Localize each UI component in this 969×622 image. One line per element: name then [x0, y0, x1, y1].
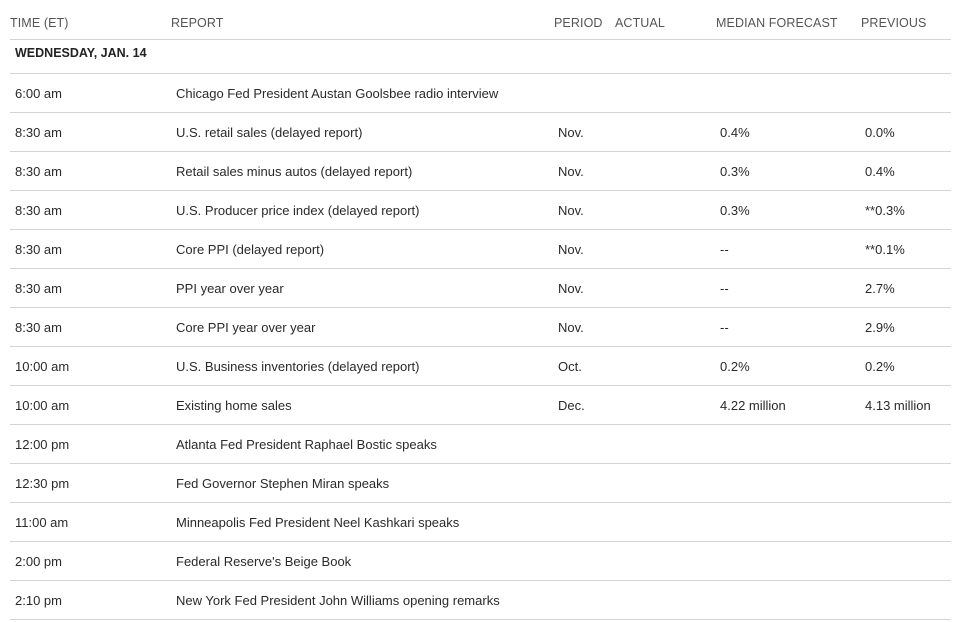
cell-report: Atlanta Fed President Raphael Bostic speaks — [176, 437, 437, 452]
cell-report: U.S. Producer price index (delayed report) — [176, 203, 420, 218]
cell-report: New York Fed President John Williams opening remarks — [176, 593, 500, 608]
cell-period: Nov. — [558, 125, 584, 140]
cell-median-forecast: 0.3% — [720, 203, 750, 218]
cell-time: 10:00 am — [15, 398, 70, 413]
cell-previous: **0.1% — [865, 242, 905, 257]
date-group-row — [10, 40, 951, 74]
cell-report: Core PPI (delayed report) — [176, 242, 325, 257]
table-row — [10, 386, 951, 425]
cell-period: Nov. — [558, 320, 584, 335]
cell-median-forecast: 0.4% — [720, 125, 750, 140]
table-row — [10, 230, 951, 269]
table-row — [10, 308, 951, 347]
cell-report: Chicago Fed President Austan Goolsbee radio interview — [176, 86, 499, 101]
cell-period: Nov. — [558, 164, 584, 179]
cell-time: 12:00 pm — [15, 437, 70, 452]
cell-median-forecast: 0.2% — [720, 359, 750, 374]
header-report: REPORT — [171, 16, 224, 30]
cell-report: Federal Reserve's Beige Book — [176, 554, 352, 569]
cell-previous: 0.2% — [865, 359, 895, 374]
header-period: PERIOD — [554, 16, 603, 30]
cell-report: Retail sales minus autos (delayed report) — [176, 164, 413, 179]
cell-previous: 0.0% — [865, 125, 895, 140]
table-row — [10, 191, 951, 230]
table-row — [10, 503, 951, 542]
cell-report: U.S. retail sales (delayed report) — [176, 125, 363, 140]
header-time: TIME (ET) — [10, 16, 69, 30]
cell-time: 6:00 am — [15, 86, 62, 101]
economic-calendar-table — [10, 6, 951, 620]
table-row — [10, 74, 951, 113]
cell-time: 2:00 pm — [15, 554, 62, 569]
cell-time: 8:30 am — [15, 125, 62, 140]
cell-report: Fed Governor Stephen Miran speaks — [176, 476, 390, 491]
table-header — [10, 6, 951, 40]
cell-period: Oct. — [558, 359, 582, 374]
table-body — [10, 74, 951, 620]
cell-time: 10:00 am — [15, 359, 70, 374]
table-row — [10, 425, 951, 464]
header-previous: PREVIOUS — [861, 16, 927, 30]
table-row — [10, 152, 951, 191]
cell-previous: 4.13 million — [865, 398, 931, 413]
table-row — [10, 542, 951, 581]
cell-report: PPI year over year — [176, 281, 284, 296]
cell-previous: **0.3% — [865, 203, 905, 218]
header-actual: ACTUAL — [615, 16, 665, 30]
table-row — [10, 269, 951, 308]
cell-median-forecast: -- — [720, 320, 729, 335]
header-median-forecast: MEDIAN FORECAST — [716, 16, 838, 30]
cell-median-forecast: -- — [720, 242, 729, 257]
cell-time: 8:30 am — [15, 242, 62, 257]
cell-period: Nov. — [558, 242, 584, 257]
cell-time: 12:30 pm — [15, 476, 70, 491]
cell-period: Nov. — [558, 203, 584, 218]
table-row — [10, 581, 951, 620]
cell-time: 8:30 am — [15, 320, 62, 335]
cell-time: 8:30 am — [15, 164, 62, 179]
cell-report: U.S. Business inventories (delayed report) — [176, 359, 420, 374]
cell-report: Existing home sales — [176, 398, 292, 413]
cell-median-forecast: -- — [720, 281, 729, 296]
cell-report: Core PPI year over year — [176, 320, 316, 335]
table-row — [10, 113, 951, 152]
cell-time: 8:30 am — [15, 281, 62, 296]
table-row — [10, 347, 951, 386]
cell-time: 8:30 am — [15, 203, 62, 218]
cell-median-forecast: 4.22 million — [720, 398, 786, 413]
cell-previous: 2.7% — [865, 281, 895, 296]
cell-previous: 2.9% — [865, 320, 895, 335]
table-row — [10, 464, 951, 503]
cell-period: Dec. — [558, 398, 585, 413]
cell-time: 2:10 pm — [15, 593, 62, 608]
cell-median-forecast: 0.3% — [720, 164, 750, 179]
cell-period: Nov. — [558, 281, 584, 296]
date-label: WEDNESDAY, JAN. 14 — [15, 46, 147, 60]
cell-time: 11:00 am — [15, 515, 69, 530]
cell-previous: 0.4% — [865, 164, 895, 179]
cell-report: Minneapolis Fed President Neel Kashkari speaks — [176, 515, 460, 530]
